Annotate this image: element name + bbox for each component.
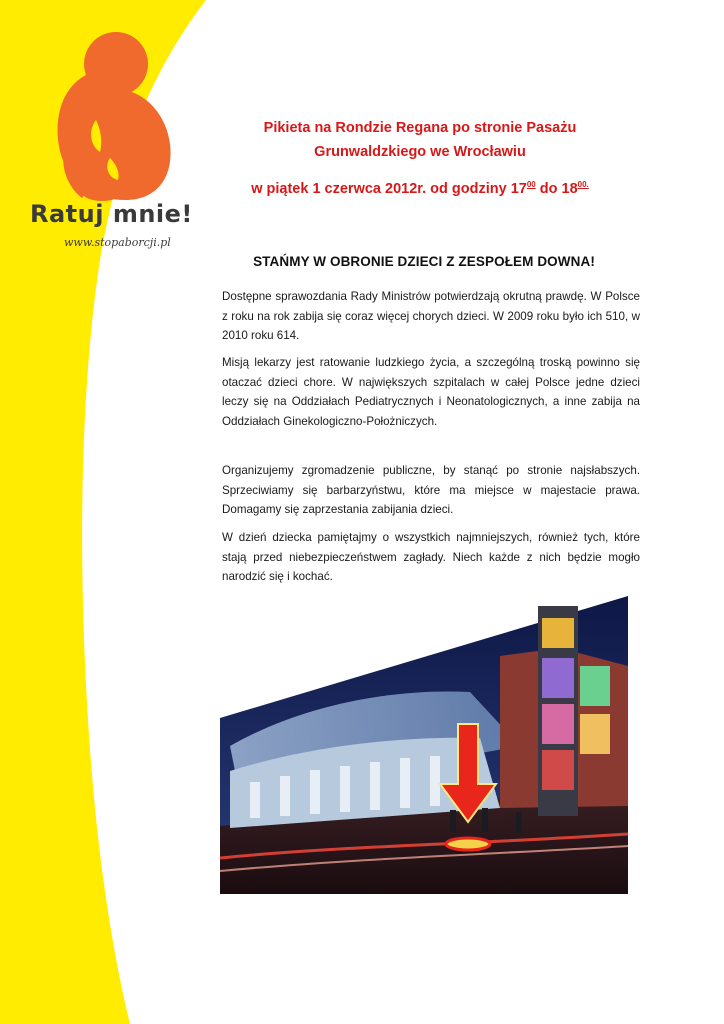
paragraph-gathering: Organizujemy zgromadzenie publiczne, by stanąć po stronie najsłabszych. Sprzeciwiamy się barbarzyństwu, które ma miejsce w majestacie prawa. Domagamy się zaprzestania zabijania dzieci. (222, 464, 640, 516)
paragraph-statistics: Dostępne sprawozdania Rady Ministrów potwierdzają okrutną prawdę. W Polsce z roku na rok zabija się coraz więcej chorych dzieci. W 2009 roku było ich 510, w 2010 roku 614. (222, 290, 640, 342)
paragraph-childrens-day: W dzień dziecka pamiętajmy o wszystkich najmniejszych, również tych, które stają przed niebezpieczeństwem zagłady. Niech każde z nich będzie mogło narodzić się i kochać. (222, 531, 640, 583)
event-date-prefix: w piątek 1 czerwca 2012r. od godziny 17 (251, 180, 527, 197)
headline-line-1: Pikieta na Rondzie Regana po stronie Pasażu (263, 120, 577, 136)
event-start-minutes: 00 (526, 180, 536, 189)
mall-photo (220, 596, 628, 894)
event-date (224, 180, 616, 197)
event-end-minutes: 00. (577, 180, 589, 189)
logo-tagline: Ratuj mnie! (30, 200, 193, 228)
event-headline (224, 116, 616, 164)
event-date-middle: do 18 (535, 180, 578, 197)
headline-line-2: Grunwaldzkiego we Wrocławiu (314, 144, 526, 160)
slogan-heading: STAŃMY W OBRONIE DZIECI Z ZESPOŁEM DOWNA! (253, 254, 595, 269)
paragraph-doctors-mission: Misją lekarzy jest ratowanie ludzkiego życia, a szczególną troską powinno się otaczać dzieci chore. W największych szpitalach w całej Polsce jedne dzieci leczy się na Oddziałach Pediatrycznych i Neonatologicznych, a inne zabija na Oddziałach Ginekologiczno-Położniczych. (222, 356, 640, 428)
logo-url: www.stopaborcji.pl (64, 236, 171, 249)
